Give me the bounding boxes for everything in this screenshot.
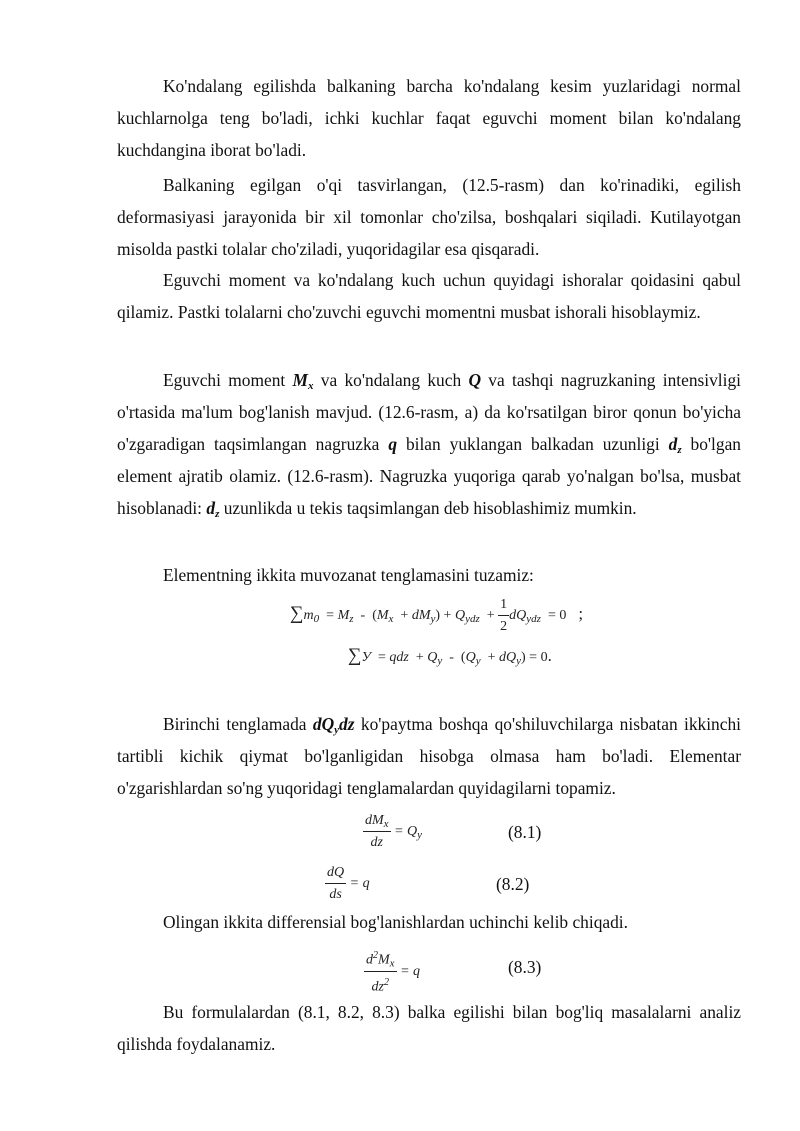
paragraph-4-text: Eguvchi moment $M_x$ va ko'ndalang kuch Q va tashqi nagruzkaning intensivligi o'rtasida ma'lum bog'lanish mavjud. (12.6-rasm, a) da ko'rsatilgan biror qonun bo'yicha o'zgaradigan taqsimlangan nagruzka q bilan yuklangan balkadan uzunligi $d_z$ bo'lgan element ajratib olamiz. (12.6-rasm). Nagruzka yuqoriga qarab yo'nalgan bo'lsa, musbat hisoblanadi: $d_z$ uzunlikda u tekis taqsimlangan deb hisoblashimiz mumkin. xyxy=(117,370,741,520)
paragraph-8-text: Bu formulalardan (8.1, 8.2, 8.3) balka egilishi bilan bog'liq masalalarni analiz qilishda foydalanamiz. xyxy=(117,1002,741,1054)
paragraph-7 xyxy=(117,906,741,938)
formula-8-1: $\frac{dM_x}{dz}$ = $Q_y$ xyxy=(365,813,423,850)
paragraph-1 xyxy=(117,70,741,166)
formula-8-2-label: (8.2) xyxy=(496,874,530,894)
paragraph-5-text: Elementning ikkita muvozanat tenglamasini tuzamiz: xyxy=(163,565,534,585)
paragraph-3-text: Eguvchi moment va ko'ndalang kuch uchun quyidagi ishoralar qoidasini qabul qilamiz. Pastki tolalarni cho'zuvchi eguvchi momentni musbat ishorali hisoblaymiz. xyxy=(117,270,741,322)
formula-8-3-label: (8.3) xyxy=(508,957,542,977)
symbol-q: Q xyxy=(468,370,481,390)
symbol-dz: $d_z$ xyxy=(668,434,682,456)
formula-8-2: $\frac{dQ}{ds}$ = q xyxy=(327,865,370,902)
paragraph-2-text: Balkaning egilgan o'qi tasvirlangan, (12.5-rasm) dan ko'rinadiki, egilish deformasiyasi jarayonida bir xil tomonlar cho'zilsa, boshqalari siqiladi. Kutilayotgan misolda pastki tolalar cho'ziladi, yuqoridagilar esa qisqaradi. xyxy=(117,175,741,259)
paragraph-2 xyxy=(117,169,741,265)
equilibrium-equation-moments: $\sum m_0 = M_z - (M_x + dM_y) + Q_{ydz}$ + $\frac{1}{2}$ $dQ_{ydz} = 0$ ; xyxy=(290,597,584,634)
paragraph-1-text: Ko'ndalang egilishda balkaning barcha ko'ndalang kesim yuzlaridagi normal kuchlarnolga teng bo'ladi, ichki kuchlar faqat eguvchi moment bilan ko'ndalang kuchdangina iborat bo'ladi. xyxy=(117,76,741,160)
symbol-dz-2: $d_z$ xyxy=(206,498,220,520)
symbol-dqy-dz: $dQ_ydz$ xyxy=(312,714,355,736)
paragraph-5 xyxy=(117,559,741,591)
symbol-small-q: q xyxy=(388,434,398,454)
formula-8-3: $\frac{d^2M_x}{dz^2}$ = q xyxy=(364,947,420,996)
equilibrium-equation-forces: ∑У = qdz + $Q_y - (Q_y + dQ_y) = 0$. xyxy=(348,645,552,667)
formula-8-1-label: (8.1) xyxy=(508,822,542,842)
paragraph-4 xyxy=(117,364,741,524)
paragraph-8 xyxy=(117,996,741,1060)
symbol-mx: $M_x$ xyxy=(292,370,314,392)
paragraph-6 xyxy=(117,708,741,804)
paragraph-6-text: Birinchi tenglamada $dQ_ydz$ ko'paytma boshqa qo'shiluvchilarga nisbatan ikkinchi tartibli kichik qiymat bo'lganligidan hisobga olmasa ham bo'ladi. Elementar o'zgarishlardan so'ng yuqoridagi tenglamalardan quyidagilarni topamiz. xyxy=(117,714,741,798)
paragraph-3 xyxy=(117,264,741,328)
paragraph-7-text: Olingan ikkita differensial bog'lanishlardan uchinchi kelib chiqadi. xyxy=(163,912,628,932)
